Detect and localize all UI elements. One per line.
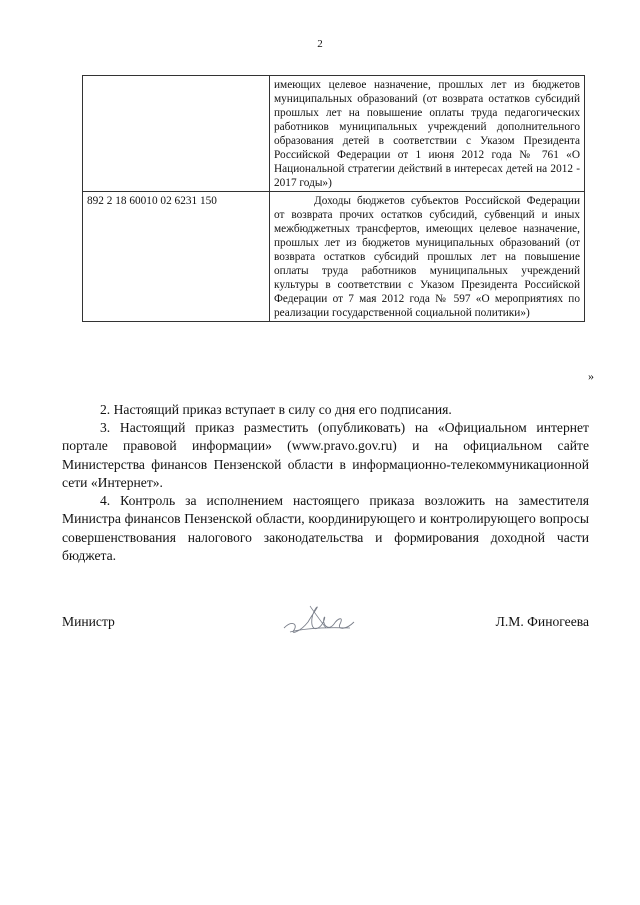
- table-row: [83, 192, 585, 322]
- paragraph-control: 4. Контроль за исполнением настоящего приказа возложить на заместителя Министра финансов Пензенской области, координирующего и контролирующего вопросы совершенствования налогового законодательства и формирования доходной части бюджета.: [62, 493, 589, 563]
- page-number: 2: [317, 38, 323, 50]
- table-cell-description: [270, 192, 585, 322]
- signature-block: [62, 610, 589, 640]
- handwritten-signature: [280, 598, 360, 640]
- table-row: [83, 76, 585, 192]
- table-cell-code: 892 2 18 60010 02 6231 150: [83, 192, 270, 322]
- signatory-name: Л.М. Финогеева: [495, 614, 589, 629]
- closing-quote: »: [588, 369, 594, 383]
- table-cell-description: имеющих целевое назначение, прошлых лет из бюджетов муниципальных образований (от возврата остатков субсидий прошлых лет на повышение оплаты труда педагогических работников муниципальных учреждений дополнительного образования детей в соответствии с Указом Президента Российской Федерации от 1 июня 2012 года № 761 «О Национальной стратегии действий в интересах детей на 2012 - 2017 годы»): [270, 76, 585, 192]
- signatory-title: Министр: [62, 614, 115, 629]
- description-text: Доходы бюджетов субъектов Российской Федерации от возврата прочих остатков субсидий, субвенций и иных межбюджетных трансфертов, имеющих целевое назначение, прошлых лет из бюджетов муниципальных образований (от возврата остатков субсидий прошлых лет на повышение оплаты труда работников муниципальных учреждений культуры в соответствии с Указом Президента Российской Федерации от 7 мая 2012 года № 597 «О мероприятиях по реализации государственной социальной политики»): [274, 195, 580, 319]
- table-cell-code: [83, 76, 270, 192]
- budget-codes-table: [82, 75, 585, 322]
- paragraph-publication: 3. Настоящий приказ разместить (опубликовать) на «Официальном интернет портале правовой информации» (www.pravo.gov.ru) и на официальном сайте Министерства финансов Пензенской области в информационно-телекоммуникационной сети «Интернет».: [62, 420, 589, 490]
- paragraph-effective-date: 2. Настоящий приказ вступает в силу со дня его подписания.: [100, 402, 452, 417]
